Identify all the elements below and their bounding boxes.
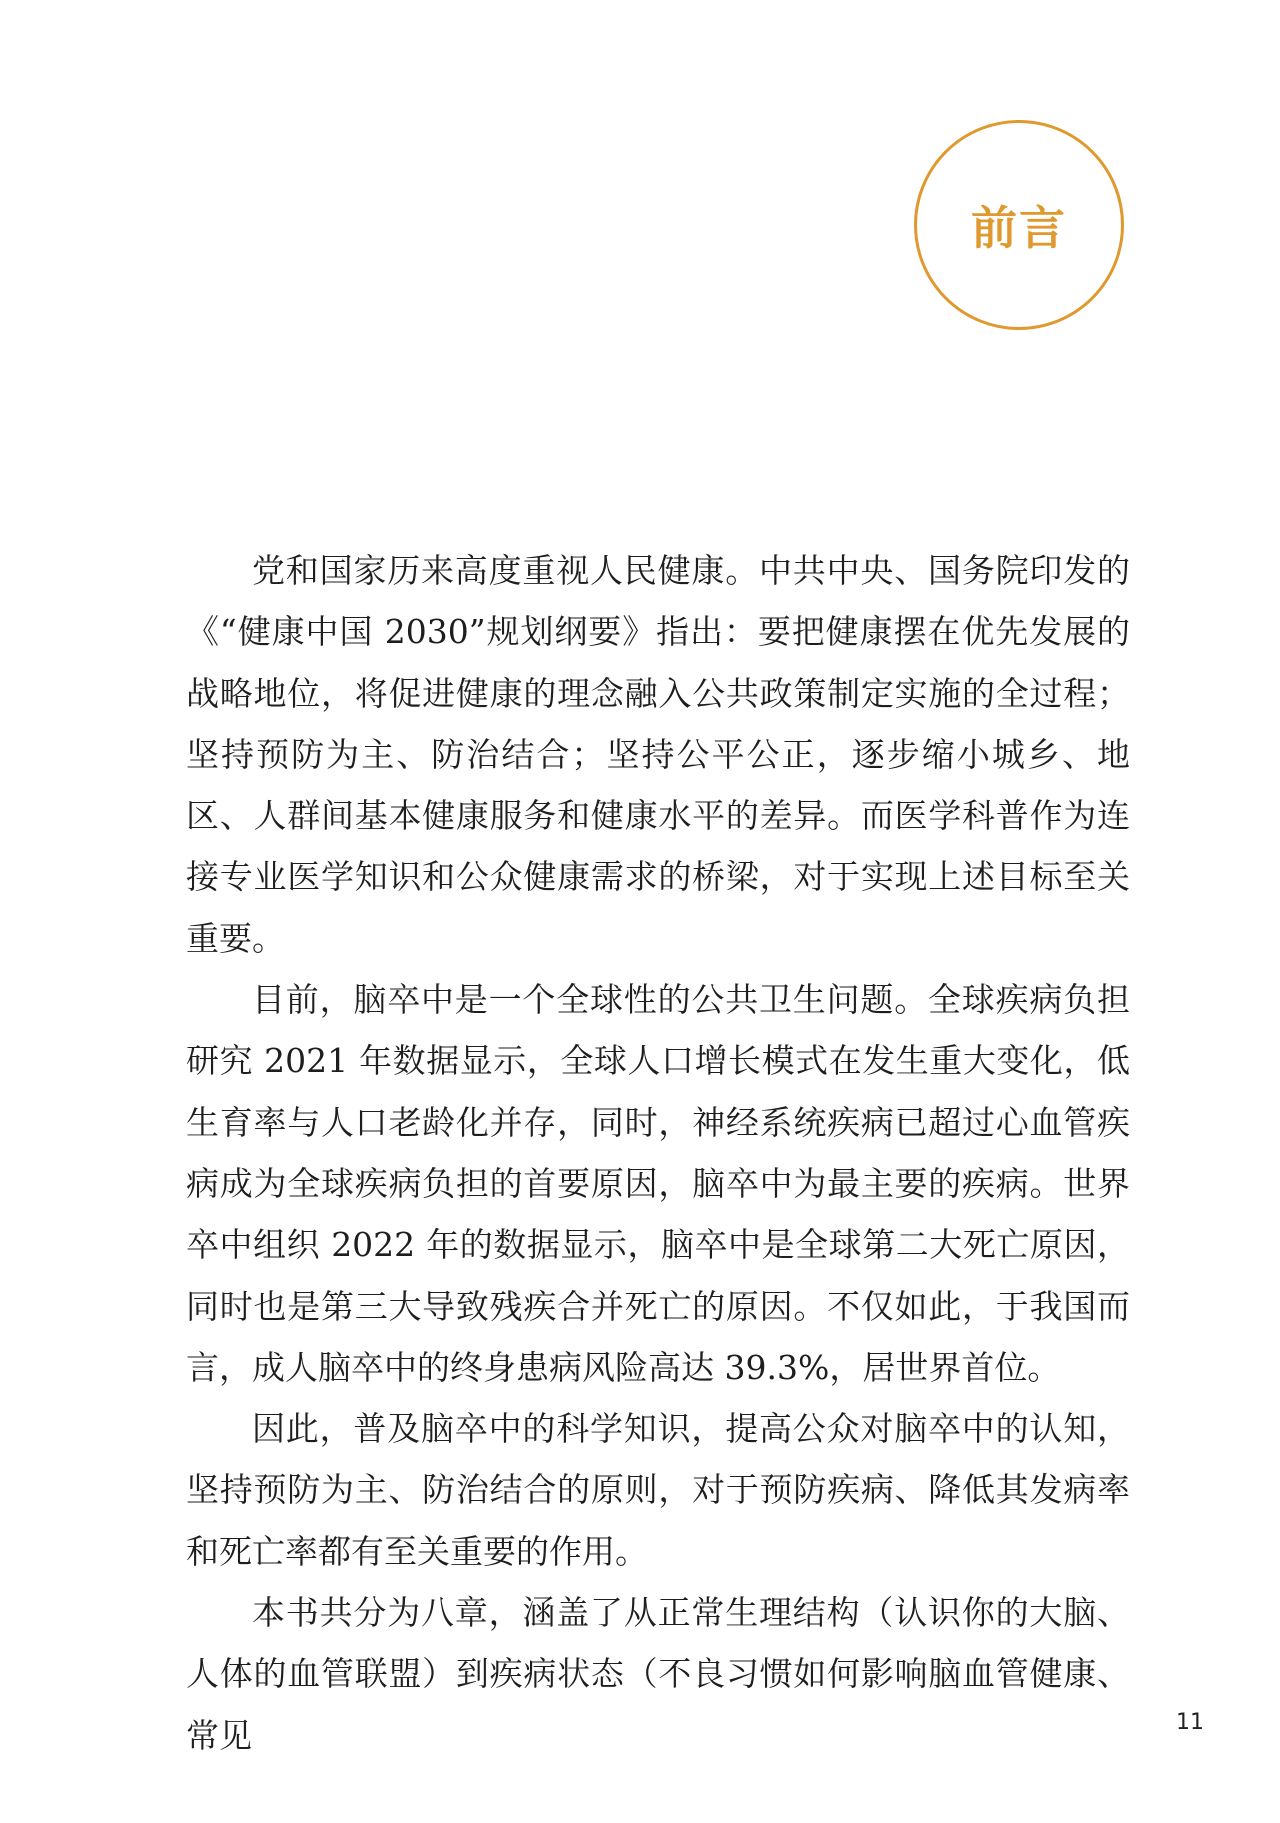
paragraph-4: 本书共分为八章，涵盖了从正常生理结构（认识你的大脑、人体的血管联盟）到疾病状态（不良习惯如何影响脑血管健康、常见 [186, 1593, 1130, 1755]
paragraph-3: 因此，普及脑卒中的科学知识，提高公众对脑卒中的认知，坚持预防为主、防治结合的原则，对于预防疾病、降低其发病率和死亡率都有至关重要的作用。 [186, 1409, 1130, 1571]
page-title: 前言 [971, 201, 1067, 255]
heading-circle [914, 120, 1124, 330]
paragraph-2: 目前，脑卒中是一个全球性的公共卫生问题。全球疾病负担研究 2021 年数据显示，全球人口增长模式在发生重大变化，低生育率与人口老龄化并存，同时，神经系统疾病已超过心血管疾病成为全球疾病负担的首要原因，脑卒中为最主要的疾病。世界卒中组织 2022 年的数据显示，脑卒中是全球第二大死亡原因，同时也是第三大导致残疾合并死亡的原因。不仅如此，于我国而言，成人脑卒中的终身患病风险高达 39.3%，居世界首位。 [186, 980, 1130, 1387]
body-text [186, 540, 1130, 1766]
page-number: 11 [1176, 1710, 1204, 1735]
paragraph-1: 党和国家历来高度重视人民健康。中共中央、国务院印发的《“健康中国 2030”规划纲要》指出：要把健康摆在优先发展的战略地位，将促进健康的理念融入公共政策制定实施的全过程；坚持预防为主、防治结合；坚持公平公正，逐步缩小城乡、地区、人群间基本健康服务和健康水平的差异。而医学科普作为连接专业医学知识和公众健康需求的桥梁，对于实现上述目标至关重要。 [186, 551, 1130, 958]
